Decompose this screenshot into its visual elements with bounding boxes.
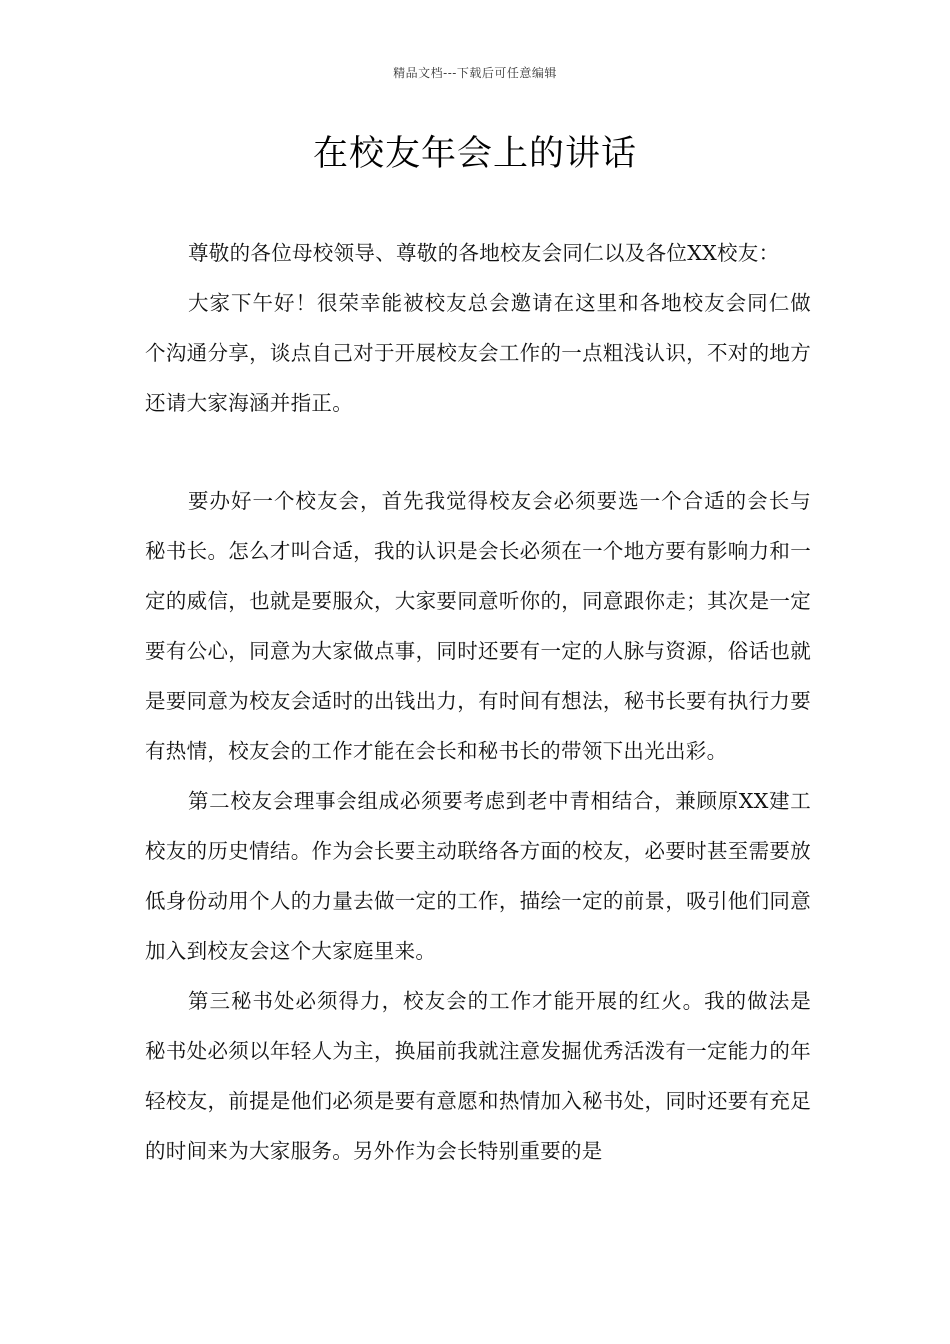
paragraph-3: 第三秘书处必须得力，校友会的工作才能开展的红火。我的做法是秘书处必须以年轻人为主，换届前我就注意发掘优秀活泼有一定能力的年轻校友，前提是他们必须是要有意愿和热情加入秘书处，同时还要有充足的时间来为大家服务。另外作为会长特别重要的是: [145, 989, 811, 1163]
paragraph-2: 第二校友会理事会组成必须要考虑到老中青相结合，兼顾原XX建工校友的历史情结。作为会长要主动联络各方面的校友，必要时甚至需要放低身份动用个人的力量去做一定的工作，描绘一定的前景，吸引他们同意加入到校友会这个大家庭里来。: [145, 789, 811, 963]
document-body: [145, 228, 811, 428]
paragraph-greeting: 大家下午好！很荣幸能被校友总会邀请在这里和各地校友会同仁做个沟通分享，谈点自己对于开展校友会工作的一点粗浅认识，不对的地方还请大家海涵并指正。: [145, 291, 811, 415]
document-title: 在校友年会上的讲话: [312, 134, 637, 174]
paragraph-salutation: 尊敬的各位母校领导、尊敬的各地校友会同仁以及各位XX校友：: [188, 241, 780, 265]
page-header: 精品文档---下载后可任意编辑: [393, 66, 557, 80]
document-body-continued: [145, 476, 811, 1176]
paragraph-1: 要办好一个校友会，首先我觉得校友会必须要选一个合适的会长与秘书长。怎么才叫合适，我的认识是会长必须在一个地方要有影响力和一定的威信，也就是要服众，大家要同意听你的，同意跟你走；其次是一定要有公心，同意为大家做点事，同时还要有一定的人脉与资源，俗话也就是要同意为校友会适时的出钱出力，有时间有想法，秘书长要有执行力要有热情，校友会的工作才能在会长和秘书长的带领下出光出彩。: [145, 489, 811, 763]
